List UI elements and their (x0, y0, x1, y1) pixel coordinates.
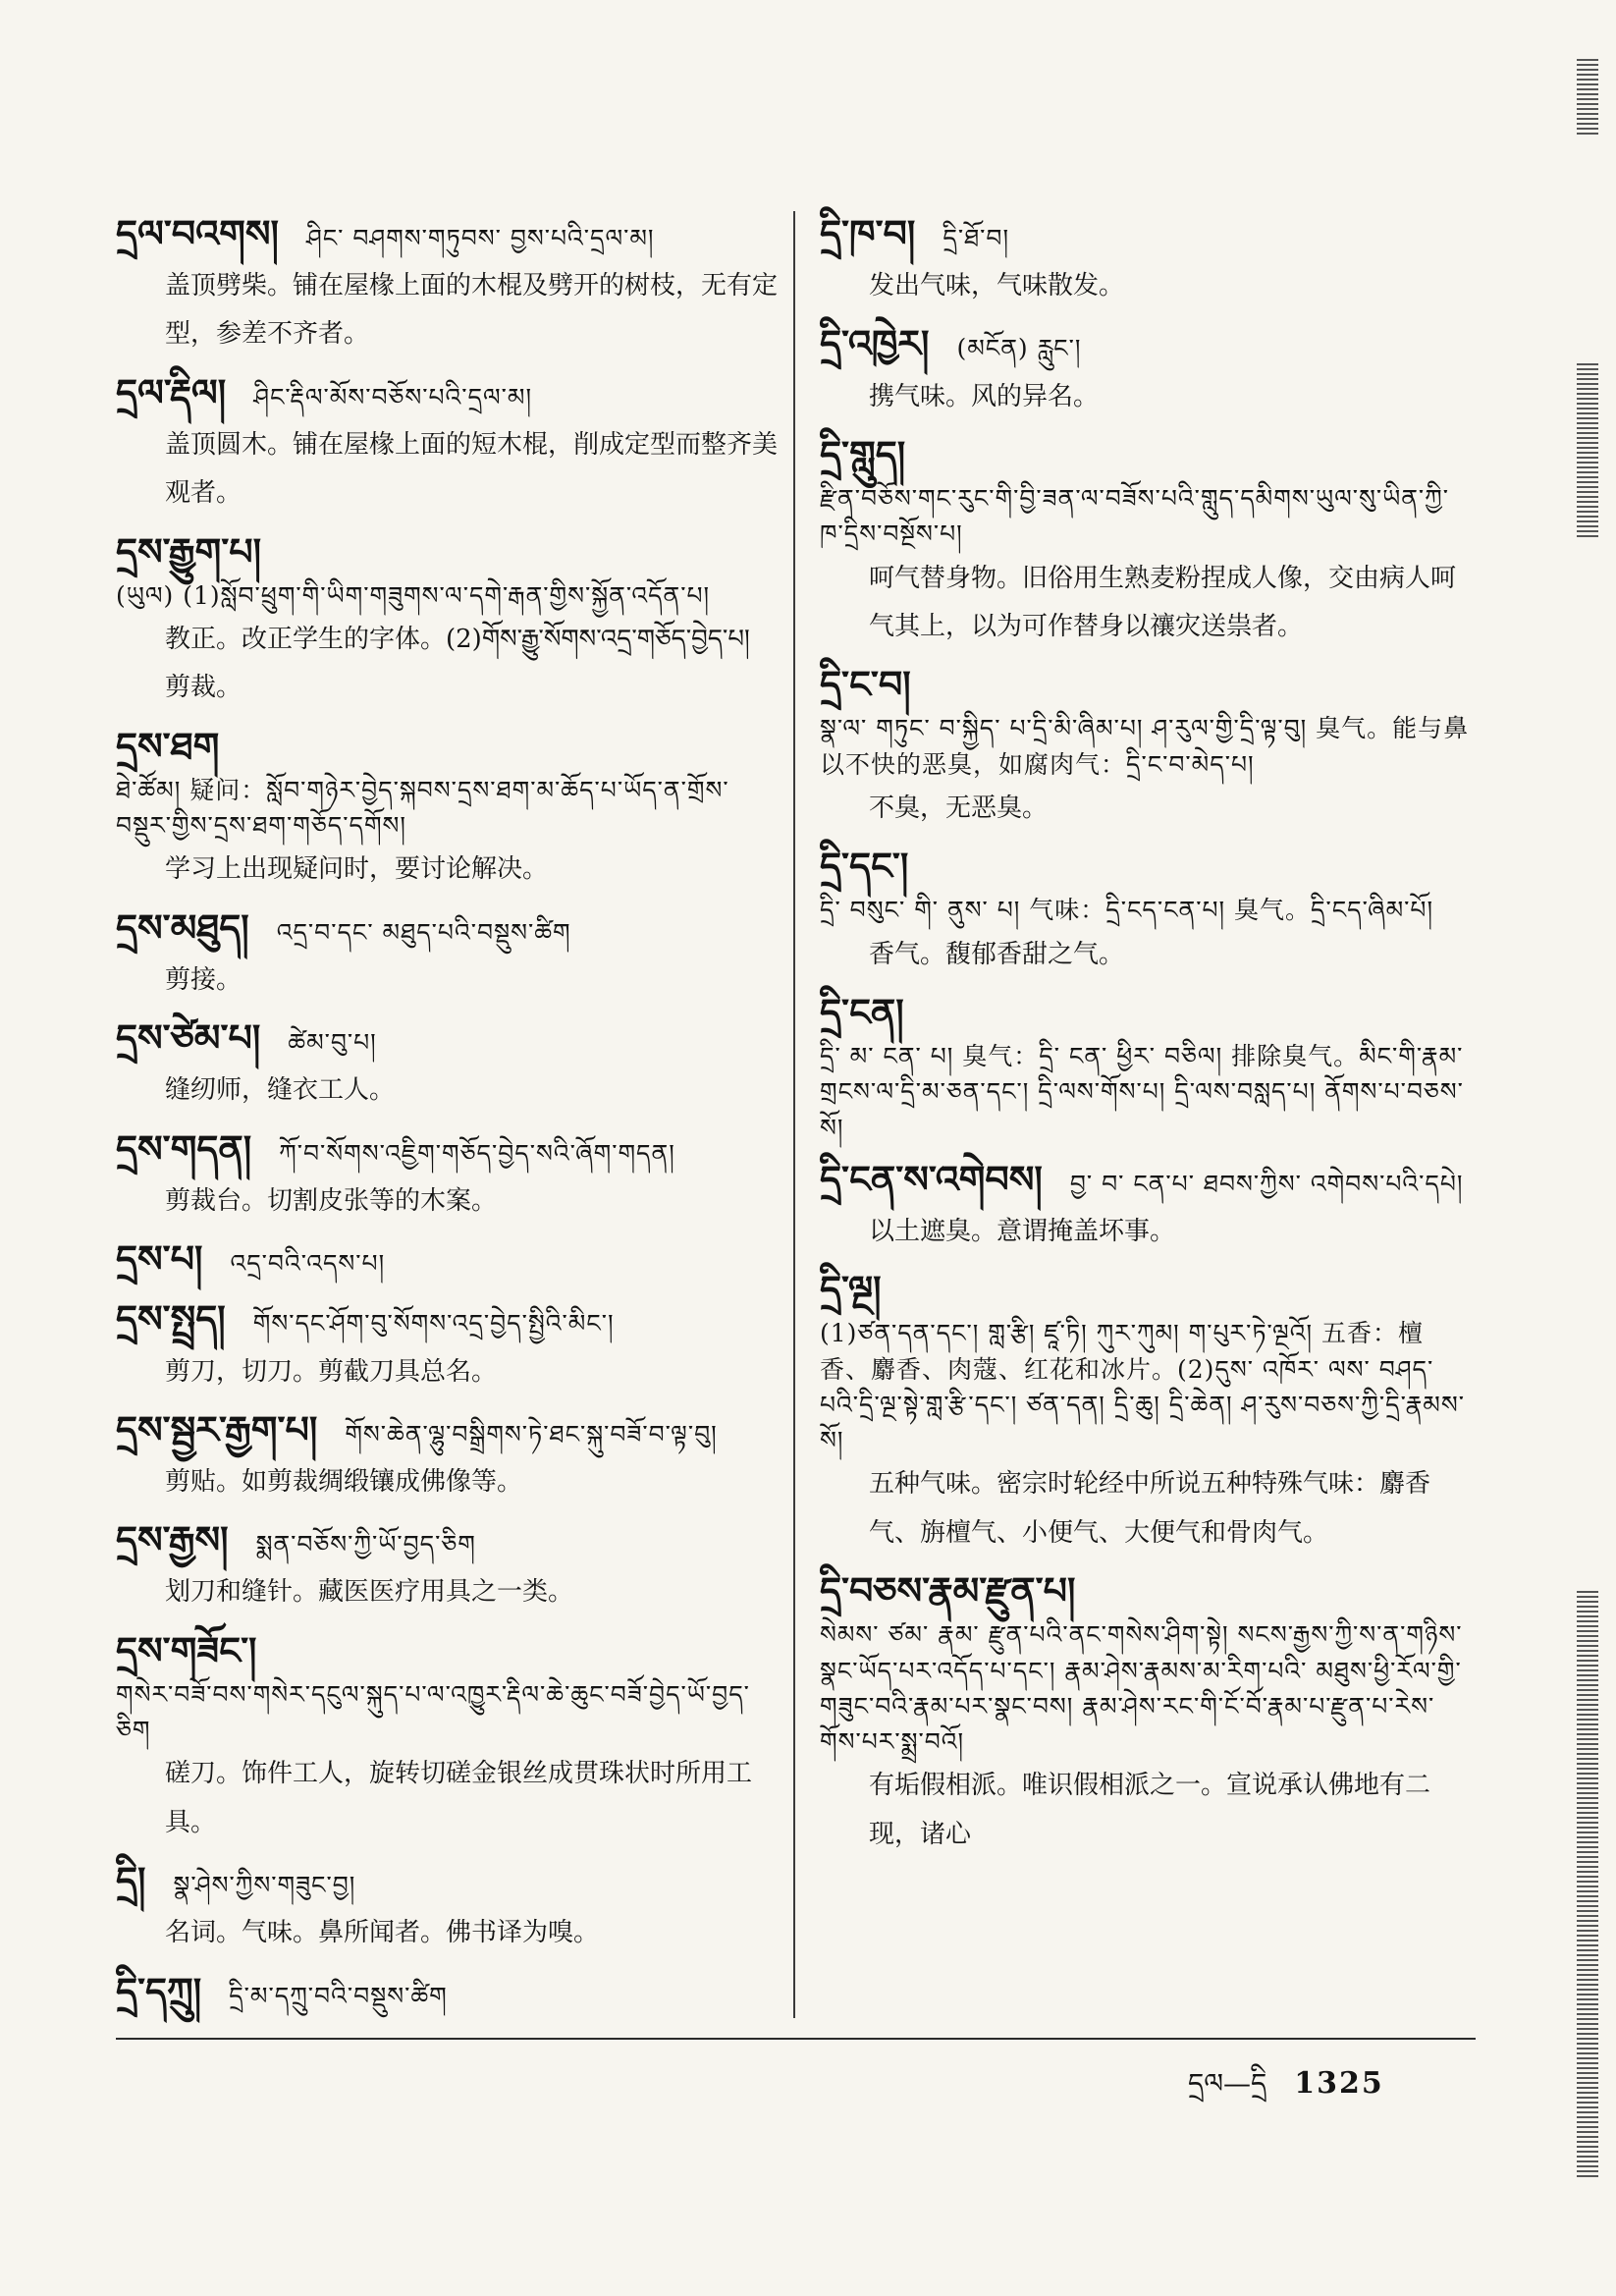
definition-chinese: 剪裁台。切割皮张等的木案。 (165, 1185, 498, 1216)
headword: དྲས་སྦྱར་རྒྱག་པ། (116, 1406, 318, 1451)
dictionary-entry (116, 901, 783, 1005)
definition-block (116, 1750, 783, 1847)
entry-body (116, 1121, 783, 1175)
definition-tibetan: གོས་དང་ཤོག་བུ་སོགས་འདྲ་བྱེད་སྤྱིའི་མིང་། (252, 1309, 615, 1339)
entry-body (116, 1402, 783, 1456)
dictionary-entry (116, 1402, 783, 1506)
definition-block (116, 1177, 783, 1226)
definition-block (116, 846, 783, 894)
definition-tibetan: བྱ་ བ་ ངན་པ་ ཐབས་ཀྱིས་ འགེབས་པའི་དཔེ། (1069, 1169, 1464, 1198)
entry-body (820, 657, 1473, 783)
definition-tibetan: སྣ་ལ་ གཏུང་ བ་སྐྱིད་ པ་དྲི་མི་ཞིམ་པ། ཤ་རུལ་གྱི་དྲི་ལྟ་བུ། 臭气。能与鼻以不快的恶臭，如腐肉气：དྲི་ང་བ་མེད་པ། (820, 714, 1470, 779)
left-column (116, 206, 783, 2024)
entry-body (820, 427, 1473, 553)
definition-tibetan: དྲི་ཐོ་བ། (943, 224, 1010, 252)
definition-chinese: 剪贴。如剪裁绸缎镶成佛像等。 (165, 1466, 523, 1497)
dictionary-entry (820, 1563, 1473, 1859)
entry-body (820, 316, 1473, 370)
headword: དྲི་གླུད། (820, 431, 906, 476)
entry-body (116, 1964, 783, 2018)
definition-chinese: 呵气替身物。旧俗用生熟麦粉捏成人像，交由病人呵气其上，以为可作替身以禳灾送祟者。 (869, 563, 1457, 641)
definition-block (820, 1762, 1473, 1859)
headword: དྲི་ལྔ། (820, 1267, 882, 1312)
page-number: 1325 (1294, 2066, 1384, 2101)
entry-body (116, 901, 783, 955)
entry-body (116, 1011, 783, 1065)
definition-block (116, 1066, 783, 1115)
headword: དྲལ་རྡིལ། (116, 369, 227, 414)
dictionary-entry (820, 985, 1473, 1146)
definition-block (116, 1568, 783, 1616)
definition-tibetan: རྫིན་བཅོས་གང་རུང་གི་བྱི་ཟན་ལ་བཟོས་པའི་གླུད་དམིགས་ཡུལ་སུ་ཡིན་ཀྱི་ཁ་དྲིས་བསྔོས་པ། (820, 484, 1450, 549)
definition-tibetan: གོས་ཆེན་ལྷུ་བསྒྲིགས་ཏེ་ཐང་སྐུ་བཟོ་བ་ལྟ་བུ། (345, 1419, 718, 1449)
definition-chinese: 香气。馥郁香甜之气。 (869, 939, 1125, 969)
dictionary-entry (820, 839, 1473, 979)
definition-tibetan: ཤིང་ བཤགས་གཏུབས་ བྱས་པའི་དྲལ་མ། (305, 224, 655, 252)
dictionary-entry (116, 719, 783, 895)
dictionary-entry (820, 1262, 1473, 1558)
headword: དྲི་ང་བ། (820, 662, 911, 707)
entry-body (116, 1853, 783, 1907)
definition-tibetan: དྲི་མ་དཀྲུ་བའི་བསྡུས་ཚིག (229, 1981, 448, 2010)
dictionary-entry (820, 427, 1473, 651)
definition-block (116, 1458, 783, 1506)
dictionary-entry (820, 1152, 1473, 1256)
definition-block (116, 1909, 783, 1957)
entry-body (116, 719, 783, 845)
definition-chinese: 学习上出现疑问时，要讨论解决。 (165, 854, 549, 885)
dictionary-entry (820, 657, 1473, 833)
dictionary-entry (820, 316, 1473, 420)
definition-tibetan: འདྲ་བ་དང་ མཐུད་པའི་བསྡུས་ཚིག (276, 917, 571, 947)
definition-block (116, 957, 783, 1005)
headword: དྲི་བཅས་རྣམ་རྫུན་པ། (820, 1568, 1076, 1613)
definition-chinese: 发出气味，气味散发。 (869, 271, 1125, 301)
definition-block (820, 555, 1473, 652)
definition-tibetan: ཐེ་ཚོམ། 疑问：སློབ་གཉེར་བྱེད་སྐབས་དྲས་ཐག་མ་ཆོད་པ་ཡོད་ན་གྲོས་བསྡུར་གྱིས་དྲས་ཐག་གཅོད་དགོས། (116, 775, 729, 841)
definition-chinese: 剪刀，切刀。剪截刀具总名。 (165, 1356, 498, 1387)
entry-body (116, 1231, 783, 1285)
entry-body (116, 1623, 783, 1749)
entry-body (116, 1291, 783, 1345)
headword: དྲལ་བའགས། (116, 211, 279, 255)
definition-block (820, 931, 1473, 979)
headword: དྲི་འཁྱེར། (820, 321, 930, 366)
definition-chinese: 有垢假相派。唯识假相派之一。宣说承认佛地有二现，诸心 (869, 1771, 1431, 1849)
definition-block (116, 1348, 783, 1396)
definition-tibetan: (1)ཙན་དན་དང་། གླ་རྩི། ཛཱ་ཏི། ཀུར་ཀུམ། ག་པུར་ཏེ་ལྔའོ། 五香：檀香、麝香、肉蔻、红花和冰片。(2)དུས་ འཁོར་ ལས་ བཤད་པའི་དྲི་ལྔ་སྟེ་གླ་རྩི་དང་། ཙན་དན། དྲི་ཆུ། དྲི་ཆེན། ཤ་རུས་བཅས་ཀྱི་དྲི་རྣམས་སོ། (820, 1319, 1465, 1455)
definition-block (820, 1208, 1473, 1256)
column-divider (793, 211, 795, 2018)
headword: དྲས་མཐུད། (116, 904, 249, 950)
definition-chinese: 盖顶劈柴。铺在屋椽上面的木棍及劈开的树枝，无有定型，参差不齐者。 (165, 271, 779, 350)
definition-tibetan: དྲི་ བསུང་ གི་ ནུས་ པ། 气味：དྲི་ངད་ངན་པ། 臭气。དྲི་ངད་ཞིམ་པོ། (820, 896, 1434, 925)
definition-block (116, 616, 783, 713)
page-footer (1188, 2052, 1384, 2130)
dictionary-entry (116, 1623, 783, 1847)
definition-chinese: 名词。气味。鼻所闻者。佛书译为嗅。 (165, 1918, 600, 1948)
headword: དྲས་རྒྱས། (116, 1517, 229, 1562)
dictionary-entry (116, 365, 783, 519)
headword: དྲི་དཀྲུ། (116, 1968, 202, 2013)
entry-body (820, 1262, 1473, 1458)
definition-chinese: 教正。改正学生的字体。(2)གོས་རྒྱུ་སོགས་འདྲ་གཅོད་བྱེད་པ། 剪裁。 (165, 625, 750, 703)
dictionary-entry (116, 524, 783, 713)
dictionary-entry (116, 1291, 783, 1395)
headword: དྲི་ཁ་བ། (820, 211, 916, 255)
headword: དྲས་པ། (116, 1236, 203, 1282)
dictionary-entry (116, 1011, 783, 1115)
headword: དྲི་དང་། (820, 844, 909, 889)
headword: དྲི་ངན། (820, 990, 904, 1035)
definition-chinese: 不臭，无恶臭。 (869, 793, 1049, 823)
dictionary-entry (116, 206, 783, 359)
definition-tibetan: གསེར་བཟོ་བས་གསེར་དངུལ་སྐུད་པ་ལ་འཁྱུར་རྡིལ་ཆེ་ཆུང་བཟོ་བྱེད་ཡོ་བྱད་ཅིག (116, 1679, 750, 1745)
definition-tibetan: འདྲ་བའི་འདས་པ། (230, 1249, 386, 1279)
dictionary-entry (116, 1231, 783, 1285)
entry-body (116, 206, 783, 260)
right-column (820, 206, 1473, 1865)
definition-tibetan: སྨན་བཅོས་ཀྱི་ཡོ་བྱད་ཅིག (255, 1530, 476, 1559)
headword: དྲས་སྤྲད། (116, 1296, 226, 1341)
entry-body (116, 365, 783, 419)
definition-chinese: 盖顶圆木。铺在屋椽上面的短木棍，削成定型而整齐美观者。 (165, 429, 779, 509)
definition-block (820, 1460, 1473, 1558)
definition-block (820, 785, 1473, 833)
entry-body (820, 839, 1473, 928)
dictionary-entry (116, 1121, 783, 1226)
definition-block (820, 262, 1473, 310)
headword: དྲས་གཟོང་། (116, 1627, 257, 1672)
headword: དྲས་ཐག (116, 723, 220, 768)
definition-chinese: 缝纫师，缝衣工人。 (165, 1075, 396, 1106)
definition-chinese: 五种气味。密宗时轮经中所说五种特殊气味：麝香气、旃檀气、小便气、大便气和骨肉气。 (869, 1469, 1431, 1548)
definition-chinese: 剪接。 (165, 964, 242, 995)
definition-chinese: 以土遮臭。意谓掩盖坏事。 (869, 1217, 1176, 1246)
scan-edge-mark (1577, 363, 1598, 540)
entry-body (820, 1563, 1473, 1760)
dictionary-entry (116, 1853, 783, 1957)
definition-tibetan: སྣ་ཤེས་ཀྱིས་གཟུང་བྱ། (173, 1871, 356, 1900)
definition-tibetan: ཚེམ་བུ་པ། (288, 1028, 377, 1058)
definition-tibetan: (ཡུལ) (1)སློབ་ཕྲུག་གི་ཡིག་གཟུགས་ལ་དགེ་རྒན་གྱིས་སྐྱོན་འདོན་པ། (116, 580, 711, 610)
scan-edge-mark (1577, 59, 1598, 137)
definition-block (116, 421, 783, 519)
headword: དྲས་གདན། (116, 1125, 252, 1171)
headword: དྲས་ཙེམ་པ། (116, 1015, 261, 1061)
definition-block (820, 373, 1473, 421)
headword: དྲི། (116, 1858, 146, 1903)
dictionary-entry (820, 206, 1473, 310)
headword: དྲི་ངན་ས་འགེབས། (820, 1156, 1043, 1201)
definition-tibetan: སེམས་ ཙམ་ རྣམ་ རྫུན་པའི་ནང་གསེས་ཤིག་སྟེ། སངས་རྒྱས་ཀྱི་ས་ན་གཉིས་སྣང་ཡོད་པར་འདོད་པ་དང་། རྣམ་ཤེས་རྣམས་མ་རིག་པའི་ མཐུས་ཕྱི་རོལ་གྱི་གཟུང་བའི་རྣམ་པར་སྣང་བས། རྣམ་ཤེས་རང་གི་ངོ་བོ་རྣམ་པ་རྫུན་པ་རེས་གོས་པར་སྨྲ་བའོ། (820, 1620, 1463, 1757)
definition-chinese: 划刀和缝针。藏医医疗用具之一类。 (165, 1577, 574, 1608)
dictionary-entry (116, 1512, 783, 1616)
definition-tibetan: ཤིང་རྡིལ་མོས་བཅོས་པའི་དྲལ་མ། (253, 382, 533, 411)
headword-range: དྲལ—དྲི (1188, 2067, 1267, 2100)
entry-body (116, 524, 783, 614)
entry-body (820, 1152, 1473, 1206)
definition-chinese: 磋刀。饰件工人，旋转切磋金银丝成贯珠状时所用工具。 (165, 1759, 753, 1837)
headword: དྲས་རྒྱུག་པ། (116, 528, 262, 574)
definition-tibetan: དྲི་ མ་ ངན་ པ། 臭气：དྲི་ ངན་ ཕྱིར་ བཅིལ། 排除臭气。མིང་གི་རྣམ་གྲངས་ལ་དྲི་མ་ཅན་དང་། དྲི་ལས་གོས་པ། དྲི་ལས་བསླད་པ། ནོགས་པ་བཅས་སོ། (820, 1042, 1464, 1142)
definition-tibetan: ཀོ་བ་སོགས་འཇྱིག་གཅོད་བྱེད་སའི་ཞོག་གདན། (279, 1138, 675, 1168)
dictionary-entry (116, 1964, 783, 2018)
definition-block (116, 262, 783, 359)
scan-edge-mark (1577, 1591, 1598, 2180)
definition-tibetan: (མངོན) རླུང་། (956, 334, 1082, 363)
entry-body (820, 206, 1473, 260)
definition-chinese: 携气味。风的异名。 (869, 381, 1100, 411)
entry-body (116, 1512, 783, 1566)
footer-rule (116, 2038, 1476, 2040)
entry-body (820, 985, 1473, 1146)
